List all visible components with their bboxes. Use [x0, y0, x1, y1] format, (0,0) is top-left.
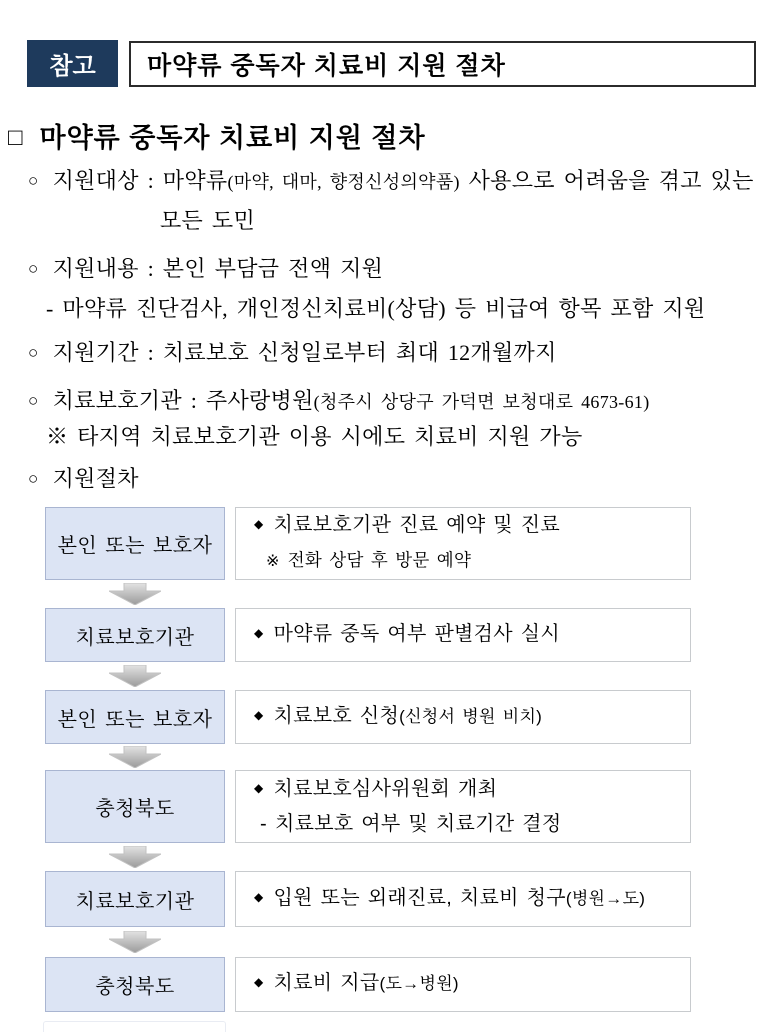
flow-arrow-gap	[45, 662, 225, 690]
bullet-period-text: 지원기간 : 치료보호 신청일로부터 최대 12개월까지	[52, 340, 557, 365]
flow-detail-box	[235, 957, 691, 1012]
diamond-bullet-icon: ◆	[254, 975, 264, 989]
header-title: 마약류 중독자 치료비 지원 절차	[147, 52, 506, 80]
flow-detail-line	[254, 773, 690, 808]
reference-badge-label: 참고	[49, 53, 96, 80]
flow-detail-text: 치료보호 신청	[273, 704, 400, 727]
flow-detail-box	[235, 770, 691, 843]
flow-actor-label: 본인 또는 보호자	[57, 708, 213, 731]
bullet-procedure	[28, 462, 139, 493]
reference-badge	[27, 40, 118, 87]
flow-row	[45, 770, 691, 843]
bullet-org-note	[46, 420, 583, 451]
circle-bullet-icon: ○	[28, 171, 39, 190]
flow-actor-label: 치료보호기관	[75, 626, 195, 649]
bullet-org	[28, 384, 650, 415]
flow-detail-paren: (신청서 병원 비치)	[399, 706, 543, 726]
flow-actor-label: 본인 또는 보호자	[57, 535, 213, 557]
bullet-target-post: 사용으로 어려움을 겪고 있는	[459, 168, 754, 193]
flow-actor-label: 치료보호기관	[75, 890, 195, 913]
dash-bullet-icon: -	[260, 812, 267, 835]
bullet-target	[28, 164, 754, 195]
flow-actor-label: 충청북도	[95, 798, 175, 820]
flow-row	[45, 507, 691, 580]
circle-bullet-icon: ○	[28, 259, 39, 278]
flow-actor-box	[45, 871, 225, 927]
flow-detail-text: 마약류 중독 여부 판별검사 실시	[273, 622, 561, 645]
bullet-target-cont-text: 모든 도민	[160, 208, 256, 233]
flow-detail-line	[254, 700, 690, 735]
flow-actor-label: 충청북도	[95, 976, 175, 998]
flow-actor-box	[45, 608, 225, 662]
flow-detail-paren: (도→병원)	[379, 974, 459, 993]
bullet-target-paren: (마약, 대마, 향정신성의약품)	[227, 172, 460, 192]
flow-actor-box	[45, 690, 225, 744]
down-arrow-icon	[109, 846, 161, 868]
flow-detail-text: 치료보호 여부 및 치료기간 결정	[274, 812, 562, 835]
flow-actor-box	[45, 957, 225, 1012]
bullet-target-pre: 지원대상 : 마약류	[52, 168, 228, 193]
bullet-content	[28, 252, 383, 283]
flow-detail-text: 입원 또는 외래진료, 치료비 청구	[273, 886, 566, 909]
diamond-bullet-icon: ◆	[254, 707, 264, 722]
flow-arrow-gap	[45, 927, 225, 957]
flow-detail-text: 치료보호기관 진료 예약 및 진료	[273, 514, 561, 536]
down-arrow-icon	[109, 746, 161, 768]
flow-detail-line	[260, 808, 690, 841]
diamond-bullet-icon: ◆	[254, 780, 264, 795]
flow-detail-text: 치료비 지급	[273, 972, 380, 994]
procedure-flowchart	[45, 507, 691, 1012]
down-arrow-icon	[109, 665, 161, 687]
bullet-period	[28, 336, 557, 367]
flow-detail-note-text: 전화 상담 후 방문 예약	[287, 550, 472, 570]
flow-row	[45, 871, 691, 927]
flow-detail-box	[235, 871, 691, 927]
bullet-content-text: 지원내용 : 본인 부담금 전액 지원	[52, 256, 384, 281]
diamond-bullet-icon: ◆	[254, 517, 264, 531]
bullet-org-pre: 치료보호기관 : 주사랑병원	[52, 388, 314, 413]
cutoff-box-ghost	[43, 1021, 226, 1032]
note-marker-icon: ※	[46, 424, 69, 449]
flow-detail-paren: (병원→도)	[565, 888, 646, 908]
bullet-org-paren: (청주시 상당구 가덕면 보청대로 4673-61)	[313, 392, 650, 412]
section-heading	[8, 116, 426, 155]
diamond-bullet-icon: ◆	[254, 889, 264, 904]
flow-detail-box	[235, 608, 691, 662]
flow-detail-text: 치료보호심사위원회 개최	[273, 777, 498, 800]
header	[27, 40, 756, 87]
bullet-procedure-text: 지원절차	[52, 466, 139, 491]
square-bullet-icon: □	[8, 124, 24, 151]
down-arrow-icon	[109, 583, 161, 605]
flow-row	[45, 957, 691, 1012]
flow-detail-line	[254, 618, 690, 653]
flow-detail-note	[266, 544, 690, 578]
bullet-org-note-text: 타지역 치료보호기관 이용 시에도 치료비 지원 가능	[77, 424, 583, 449]
down-arrow-icon	[109, 931, 161, 953]
bullet-target-cont	[160, 204, 255, 235]
flow-arrow-gap	[45, 744, 225, 770]
diamond-bullet-icon: ◆	[254, 625, 264, 640]
flow-actor-box	[45, 507, 225, 580]
flow-arrow-gap	[45, 843, 225, 871]
bullet-content-sub	[46, 292, 705, 323]
flow-detail-box	[235, 690, 691, 744]
flow-detail-line	[254, 882, 690, 917]
circle-bullet-icon: ○	[28, 391, 39, 410]
header-title-box	[129, 41, 756, 87]
bullet-content-sub-text: - 마약류 진단검사, 개인정신치료비(상담) 등 비급여 항목 포함 지원	[46, 296, 706, 321]
flow-detail-line	[254, 967, 690, 1002]
section-heading-text: 마약류 중독자 치료비 지원 절차	[39, 123, 426, 153]
flow-detail-box	[235, 507, 691, 580]
flow-row	[45, 690, 691, 744]
flow-detail-line	[254, 509, 690, 544]
flow-row	[45, 608, 691, 662]
circle-bullet-icon: ○	[28, 343, 39, 362]
circle-bullet-icon: ○	[28, 469, 39, 488]
flow-actor-box	[45, 770, 225, 843]
note-marker-icon: ※	[266, 553, 280, 570]
flow-arrow-gap	[45, 580, 225, 608]
